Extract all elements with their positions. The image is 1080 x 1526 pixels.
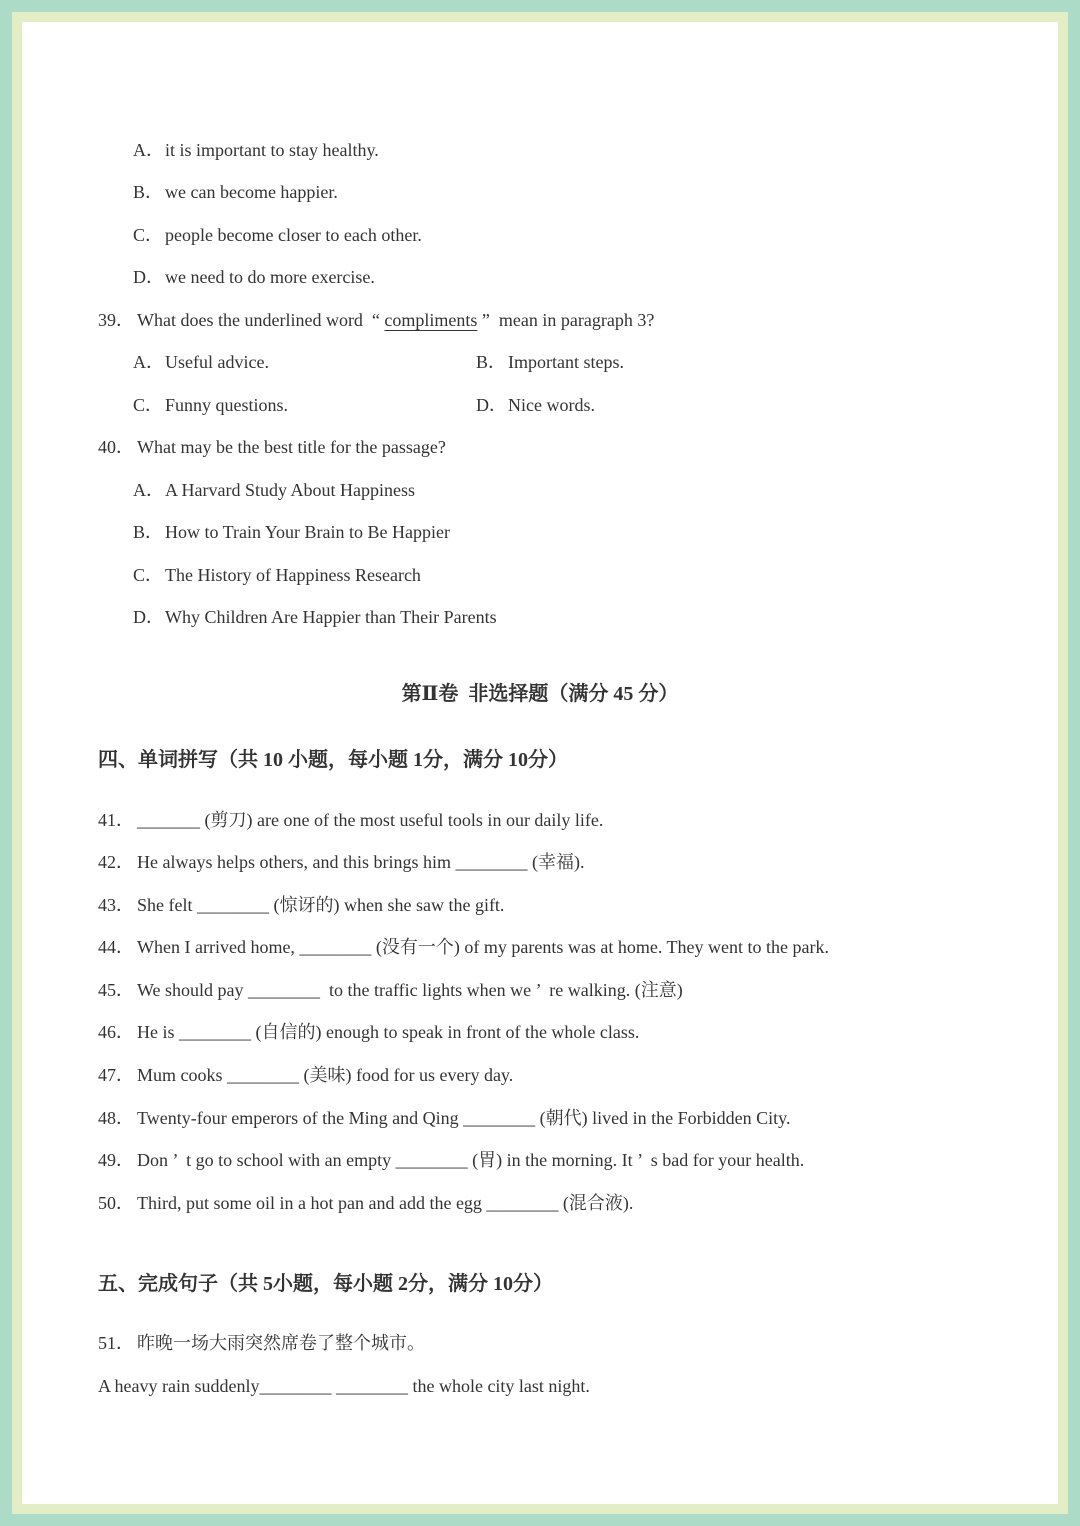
- section4-title: 四、单词拼写（共 10 小题，每小题 1分，满分 10分）: [98, 749, 568, 771]
- q40-option-c: C． The History of Happiness Research: [133, 565, 421, 585]
- question-51-sentence: A heavy rain suddenly________ ________ the whole city last night.: [98, 1376, 590, 1396]
- question-47: 47． Mum cooks ________ (美味) food for us every day.: [98, 1065, 514, 1085]
- underlined-word: compliments: [384, 310, 478, 330]
- question-50: 50． Third, put some oil in a hot pan and add the egg ________ (混合液).: [98, 1193, 634, 1213]
- q38-option-c: C． people become closer to each other.: [133, 225, 422, 245]
- q38-option-a: A．it is important to stay healthy.: [133, 140, 379, 160]
- q40-option-b: B． How to Train Your Brain to Be Happier: [133, 522, 451, 542]
- question-48: 48． Twenty-four emperors of the Ming and Qing ________ (朝代) lived in the Forbidden City.: [98, 1108, 791, 1128]
- question-42: 42． He always helps others, and this brings him ________ (幸福).: [98, 852, 585, 872]
- question-39: 39． What does the underlined word “ compliments ” mean in paragraph 3?: [98, 310, 655, 330]
- question-49: 49． Don ’ t go to school with an empty ________ (胃) in the morning. It ’ s bad for your health.: [98, 1150, 805, 1170]
- q40-option-d: D．Why Children Are Happier than Their Parents: [133, 607, 497, 627]
- question-45: 45． We should pay ________ to the traffic lights when we ’ re walking. (注意): [98, 980, 683, 1000]
- question-51: 51． 昨晚一场大雨突然席卷了整个城市。: [98, 1333, 425, 1353]
- question-41: 41． _______ (剪刀) are one of the most useful tools in our daily life.: [98, 810, 604, 830]
- q39-option-a: A．Useful advice.: [133, 352, 269, 372]
- question-44: 44． When I arrived home, ________ (没有一个) of my parents was at home. They went to the park.: [98, 937, 829, 957]
- question-46: 46． He is ________ (自信的) enough to speak in front of the whole class.: [98, 1022, 640, 1042]
- question-40: 40． What may be the best title for the passage?: [98, 437, 446, 457]
- q40-option-a: A．A Harvard Study About Happiness: [133, 480, 415, 500]
- q38-option-d: D．we need to do more exercise.: [133, 267, 375, 287]
- q39-option-c: C． Funny questions.: [133, 395, 289, 415]
- q38-option-b: B． we can become happier.: [133, 182, 338, 202]
- q39-option-b: B． Important steps.: [476, 352, 624, 372]
- section5-title: 五、完成句子（共 5小题，每小题 2分，满分 10分）: [98, 1273, 553, 1295]
- question-43: 43． She felt ________ (惊讶的) when she saw the gift.: [98, 895, 505, 915]
- q39-option-d: D．Nice words.: [476, 395, 595, 415]
- part2-title: 第Ⅱ卷 非选择题（满分 45 分）: [401, 683, 679, 705]
